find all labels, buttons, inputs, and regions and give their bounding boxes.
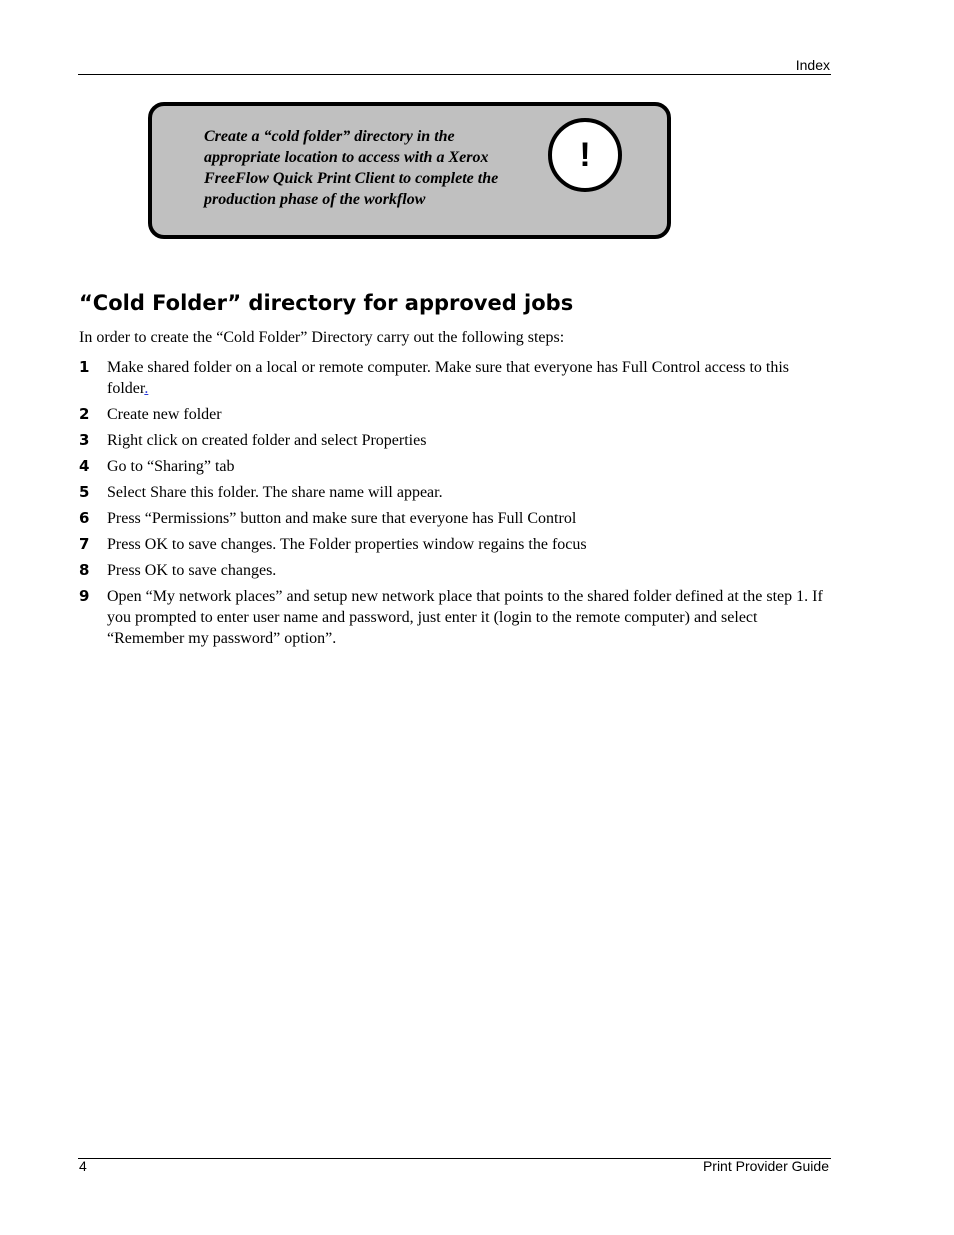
step-number: 4 [79,457,90,475]
step-text: Press OK to save changes. [107,562,277,579]
list-item [79,357,829,399]
doc-title: Print Provider Guide [702,1158,829,1174]
header-rule [78,74,831,75]
step-link[interactable]: . [144,380,149,397]
list-item [79,456,829,477]
list-item [79,482,829,503]
step-text: Open “My network places” and setup new network place that points to the shared folder defined at the step 1. If you prompted to enter user name and password, just enter it (login to the remote computer) and select “Remember my password” option”. [107,588,823,647]
step-text: Press “Permissions” button and make sure that everyone has Full Control [107,510,577,527]
step-number: 1 [79,358,90,376]
list-item [79,586,829,649]
step-number: 3 [79,431,90,449]
list-item [79,404,829,425]
step-number: 8 [79,561,90,579]
step-text: Create new folder [107,406,222,423]
step-number: 7 [79,535,90,553]
step-text [107,357,829,399]
step-text: Select Share this folder. The share name will appear. [107,484,443,501]
header-section-label: Index [795,57,830,73]
list-item [79,534,829,555]
step-number: 9 [79,587,90,605]
section-intro: In order to create the “Cold Folder” Directory carry out the following steps: [79,329,565,346]
step-text: Go to “Sharing” tab [107,458,235,475]
step-text-body: Make shared folder on a local or remote computer. Make sure that everyone has Full Control access to this folder [107,359,790,397]
step-text: Right click on created folder and select Properties [107,432,427,449]
list-item [79,560,829,581]
page-number: 4 [79,1158,87,1174]
step-number: 5 [79,483,90,501]
step-text: Press OK to save changes. The Folder properties window regains the focus [107,536,587,553]
note-callout [148,102,671,239]
exclamation-icon: ! [548,118,622,192]
step-number: 2 [79,405,90,423]
steps-list [79,357,829,654]
section-title: “Cold Folder” directory for approved jobs [79,291,574,315]
list-item [79,508,829,529]
list-item [79,430,829,451]
step-number: 6 [79,509,90,527]
note-text: Create a “cold folder” directory in the appropriate location to access with a Xerox FreeFlow Quick Print Client to complete the production phase of the workflow [204,128,499,208]
